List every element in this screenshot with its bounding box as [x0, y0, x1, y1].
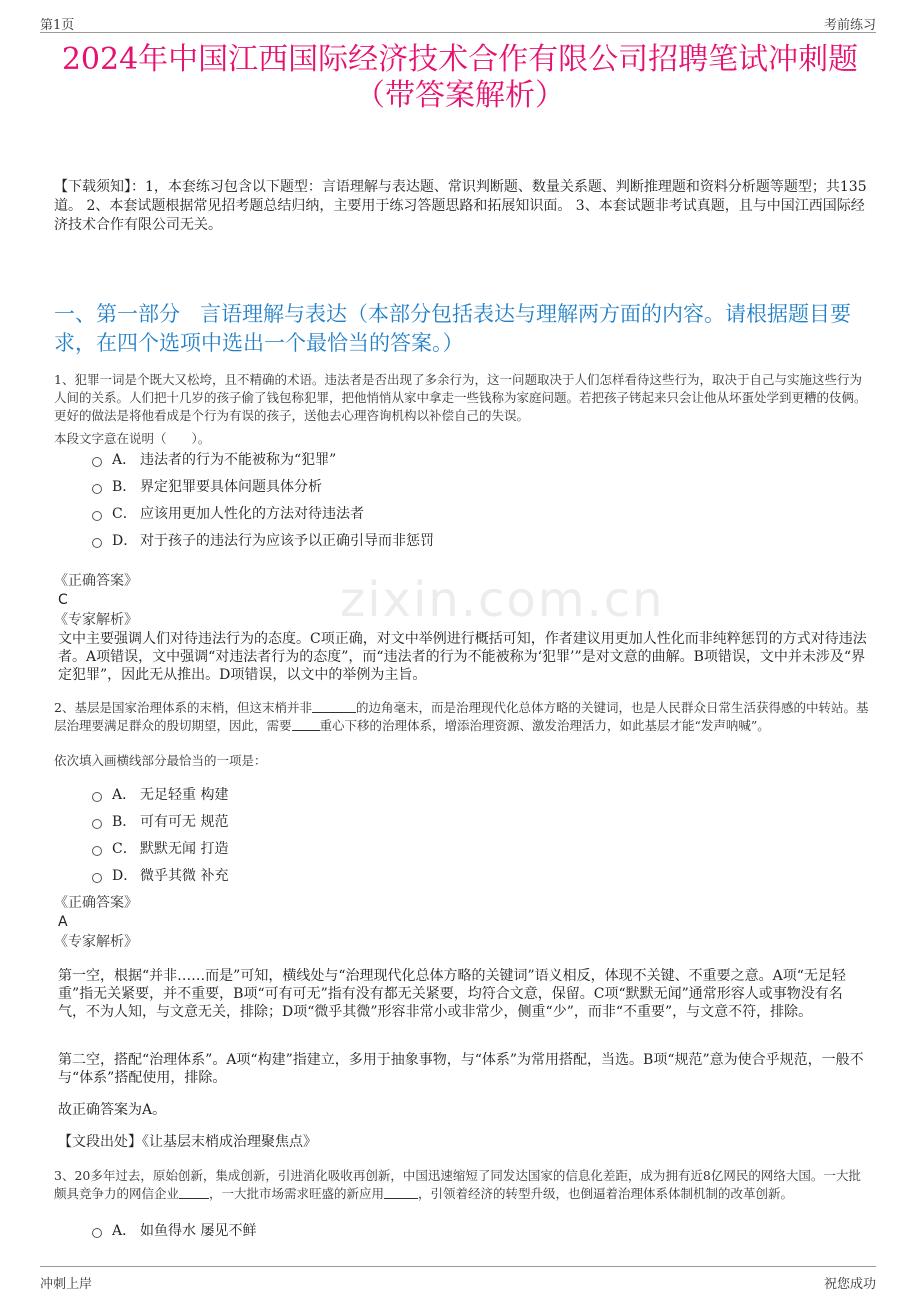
question-1-options: [92, 447, 860, 555]
fill-blank: [179, 1186, 209, 1199]
question-2-stem: 2、基层是国家治理体系的末梢，但这末梢并非 的边角毫末，而是治理现代化总体方略的关键词，也是人民群众日常生活获得感的中转站。基层治理要满足群众的殷切期望，因此，需要 重心下移的治理体系，增添治理资源、激发治理活力，如此基层才能“发声呐喊”。: [54, 700, 869, 733]
header-tag: 考前练习: [823, 18, 876, 33]
section-number: 一、第一部分: [54, 302, 180, 326]
analysis-paragraph-2: 第二空，搭配“治理体系”。A项“构建”指建立，多用于抽象事物，与“体系”为常用搭配，当选。B项“规范”意为使合乎规范，一般不与“体系”搭配使用，排除。: [58, 1052, 864, 1086]
text-source: 【文段出处】《让基层末梢成治理聚焦点》: [58, 1134, 317, 1150]
section-heading: [54, 300, 870, 358]
answer-label: 《正确答案》: [54, 895, 138, 911]
answer-value: C: [58, 592, 68, 608]
question-2-options: [92, 782, 860, 890]
title-line-1: 2024年中国江西国际经济技术合作有限公司招聘笔试冲刺题: [61, 42, 859, 77]
option-d[interactable]: D． 微乎其微 补充: [92, 863, 860, 890]
option-b[interactable]: B． 可有可无 规范: [92, 809, 860, 836]
radio-icon[interactable]: [92, 511, 102, 521]
question-3-options: [92, 1218, 860, 1245]
footer-right-text: 祝您成功: [823, 1277, 876, 1292]
radio-icon[interactable]: [92, 873, 102, 883]
fill-blank: [292, 718, 320, 731]
option-a[interactable]: A． 无足轻重 构建: [92, 782, 860, 809]
page-header: [40, 10, 876, 33]
footer-left-text: 冲刺上岸: [40, 1277, 93, 1292]
analysis-paragraph-1: 第一空，根据“并非……而是”可知，横线处与“治理现代化总体方略的关键词”语义相反，体现不关键、不重要之意。A项“无足轻重”指无关紧要，并不重要，B项“可有可无”指有没有都无关紧要，均符合文意，保留。C项“默默无闻”通常形容人或事物没有名气，不为人知，与文意无关，排除；D项“微乎其微”形容非常小或非常少，侧重“少”，而非“不重要”，与文意不符，排除。: [58, 968, 846, 1020]
fill-blank: [384, 1186, 418, 1199]
radio-icon[interactable]: [92, 484, 102, 494]
question-1-ask: 本段文字意在说明（ ）。: [54, 431, 211, 446]
title-line-2: （带答案解析）: [355, 78, 565, 113]
analysis-label: 《专家解析》: [54, 934, 138, 950]
answer-value: A: [58, 914, 68, 930]
page-footer: [40, 1266, 876, 1293]
radio-icon[interactable]: [92, 846, 102, 856]
radio-icon[interactable]: [92, 538, 102, 548]
radio-icon[interactable]: [92, 1228, 102, 1238]
fill-blank: [312, 700, 356, 713]
section-description: 言语理解与表达（本部分包括表达与理解两方面的内容。请根据题目要求，在四个选项中选出一个最恰当的答案。）: [54, 302, 851, 355]
answer-label: 《正确答案》: [54, 573, 138, 589]
question-1-stem: 1、犯罪一词是个既大又松垮，且不精确的术语。违法者是否出现了多余行为，这一问题取决于人们怎样看待这些行为，取决于自己与实施这些行为人间的关系。人们把十几岁的孩子偷了钱包称犯罪，把他悄悄从家中拿走一些钱称为家庭问题。若把孩子铐起来只会让他从坏蛋处学到更糟的伎俩。更好的做法是将他看成是个行为有误的孩子，送他去心理咨询机构以补偿自己的失误。: [54, 372, 867, 423]
analysis-conclusion: 故正确答案为A。: [58, 1102, 167, 1118]
download-notice: 【下载须知】：1，本套练习包含以下题型：言语理解与表达题、常识判断题、数量关系题、判断推理题和资料分析题等题型；共135道。 2、本套试题根据常见招考题总结归纳，主要用于练习答题思路和拓展知识面。 3、本套试题非考试真题，且与中国江西国际经济技术合作有限公司无关。: [54, 179, 867, 233]
option-a[interactable]: A． 违法者的行为不能被称为“犯罪”: [92, 447, 860, 474]
question-2-ask: 依次填入画横线部分最恰当的一项是：: [54, 753, 267, 768]
option-a[interactable]: A． 如鱼得水 屡见不鲜: [92, 1218, 860, 1245]
radio-icon[interactable]: [92, 457, 102, 467]
analysis-text: 文中主要强调人们对待违法行为的态度。C项正确，对文中举例进行概括可知，作者建议用更加人性化而非纯粹惩罚的方式对待违法者。A项错误，文中强调“对违法者行为的态度”，而“违法者的行为不能被称为‘犯罪’”是对文意的曲解。B项错误，文中并未涉及“界定犯罪”，因此无从推出。D项错误，以文中的举例为主旨。: [58, 631, 867, 683]
watermark: zixin.com.cn: [340, 572, 665, 628]
option-b[interactable]: B． 界定犯罪要具体问题具体分析: [92, 474, 860, 501]
question-3-stem: 3、20多年过去，原始创新，集成创新，引进消化吸收再创新，中国迅速缩短了同发达国家的信息化差距，成为拥有近8亿网民的网络大国。一大批颇具竞争力的网信企业 ，一大批市场需求旺盛的新应用 ，引领着经济的转型升级，也倒逼着治理体系体制机制的改革创新。: [54, 1168, 861, 1201]
analysis-label: 《专家解析》: [54, 612, 138, 628]
radio-icon[interactable]: [92, 819, 102, 829]
page-number: 第1页: [40, 18, 75, 33]
radio-icon[interactable]: [92, 792, 102, 802]
option-c[interactable]: C． 默默无闻 打造: [92, 836, 860, 863]
option-d[interactable]: D． 对于孩子的违法行为应该予以正确引导而非惩罚: [92, 528, 860, 555]
document-title: [40, 42, 880, 114]
option-c[interactable]: C． 应该用更加人性化的方法对待违法者: [92, 501, 860, 528]
